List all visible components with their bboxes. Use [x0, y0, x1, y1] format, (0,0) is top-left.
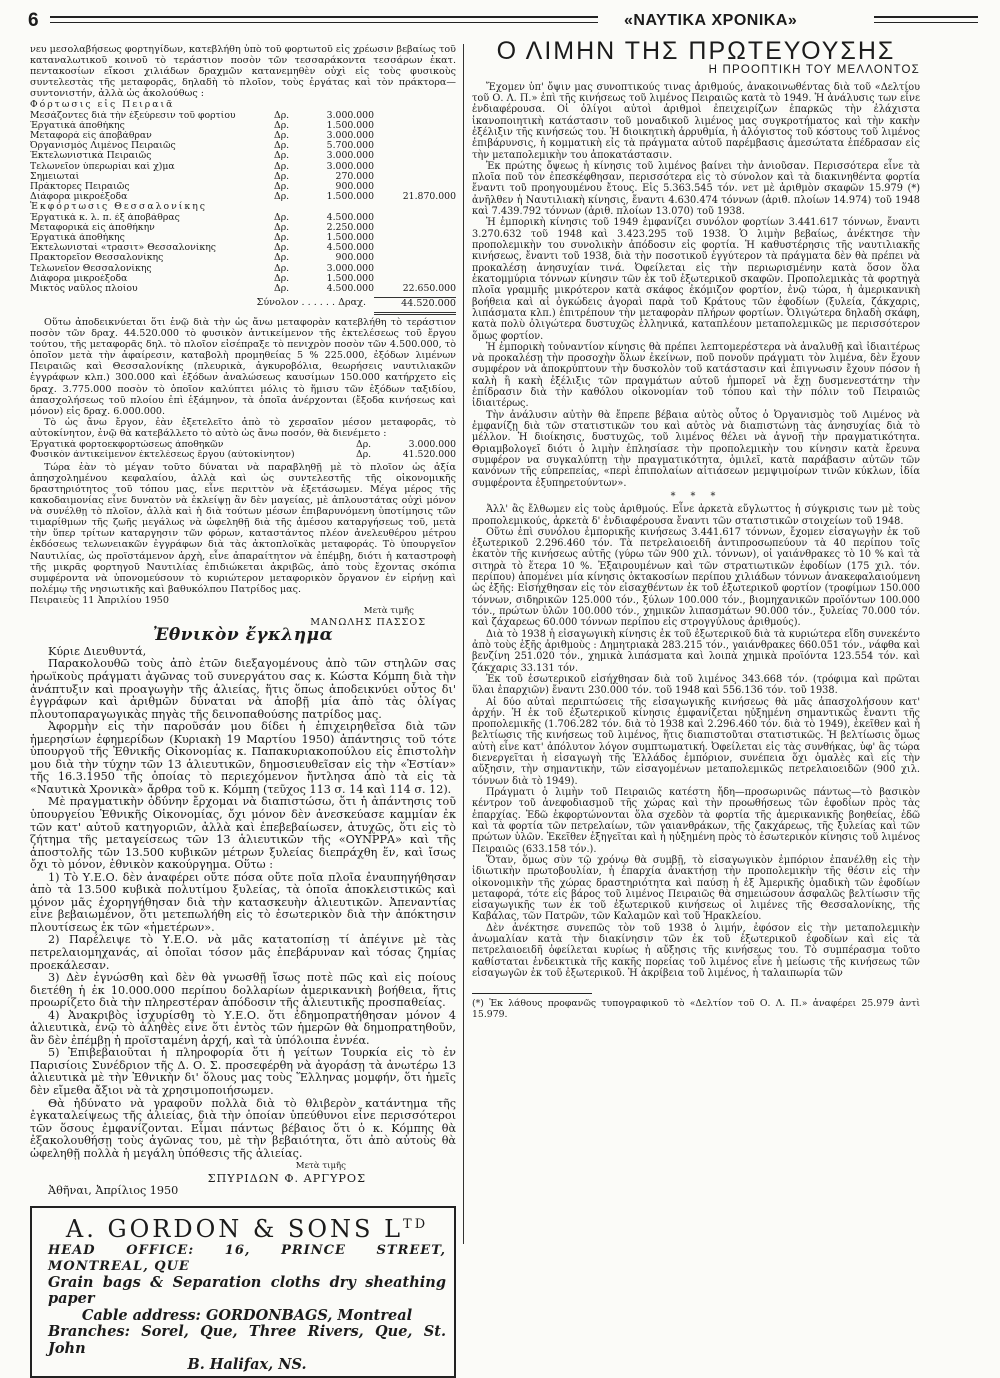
- ledger-sum-label: Σύνολον . . . . . . Δραχ.: [256, 297, 366, 309]
- ad-line: Branches: Sorel, Que, Three Rivers, Que, St. John: [48, 1323, 446, 1357]
- ledger-row: [30, 151, 456, 161]
- article-paragraph: Ἔχομεν ὑπ' ὄψιν μας συνοπτικούς τινας ἀριθμούς, ἀνακοινωθέντας διὰ τοῦ «Δελτίου τοῦ Ο. Λ. Π.» ἐπὶ τῆς κινήσεως τοῦ λιμένος Πειραιῶς κατὰ τὸ 1949. Ἡ ἀνάλυσις των εἶνε ἐνδιαφέρουσα. Οἱ ὀλίγοι αὐτοὶ ἀριθμοὶ ἐπειχειρίζων ἐπαρκῶς τὴν ἐλάχιστα ἱκανοποιητικὴ κατάστασιν τοῦ μοναδικοῦ λιμένος μας συγκροτήματος καὶ τὴν κακὴν ἐξέλιξιν τῆς κινήσεώς του. Ἡ διοικητικὴ ἀρρυθμία, ἡ ἀλόγιστος τοῦ κόστους τοῦ λιμένος ἐπιβάρυνσις, ἡ κομματικὴ εἰς τὰ πράγματα αὐτοῦ παρέμβασις ἀμεσώτατα ἐπέδρασαν εἰς τὴν μεταπολεμικὴν του ἀποκατάστασιν.: [472, 81, 920, 161]
- ledger-item-name: Ἐργατικὰ ἀποθήκης: [30, 233, 125, 244]
- letter-paragraph: 1) Τὸ Υ.Ε.Ο. δὲν ἀναφέρει οὔτε πόσα οὔτε ποῖα πλοῖα ἐναυπηγήθησαν ἀπὸ τὰ 13.500 κυβικὰ πολυτίμου ξυλείας, τὰ ὁποῖα ἀποκλειστικῶς καὶ μόνον μᾶς ἐχορηγήθησαν διὰ τὴν κατασκευὴν ἁλιευτικῶν. Ἀπεναντίας εἶνε βεβαιωμένον, ὅτι μετεπωλήθη εἰς τὸ ἐσωτερικὸν διὰ τὴν ἀπόκτησιν πλουτίσεως ἐκ τῶν «ἡμετέρων».: [30, 870, 456, 934]
- footnote-text: (*) Ἐκ λάθους προφανῶς τυπογραφικοῦ τὸ «Δελτίον τοῦ Ο. Λ. Π.» ἀναφέρει 25.979 ἀντὶ 15.979.: [472, 998, 920, 1021]
- ledger-item-name: Σημειωταὶ: [30, 171, 80, 182]
- article-paragraph: Ἡ ἐμπορικὴ τοὐναντίον κίνησις θὰ πρέπει λεπτομερέστερα νὰ ἀναλυθῇ καὶ ἰδιαιτέρως νὰ προκαλέσῃ τὴν προσοχὴν ὅλων ἐκείνων, ποῦ πονοῦν πράγματι τὸν λιμένα, δὲν ἔχουν συμφέρον νὰ ἀποκρύπτουν τὴν δυσκολὸν τοῦ κατάστασιν καὶ ἐπιγνωσιν ἔχουν πόσον ἡ καλὴ ἢ κακὴ ἐξέλιξις τῶν πραγμάτων αὐτοῦ ἠμπορεῖ νὰ ἔχῃ δυσμενεστάτην τὴν ἐπίδρασιν διὰ τὴν καθόλου οἰκονομίαν τοῦ τόπου καὶ τὴν πόλιν τοῦ Πειραιῶς ἰδιαιτέρως.: [472, 341, 920, 410]
- ledger-currency: Δρ.: [274, 160, 290, 172]
- ledger-currency: Δρ.: [274, 283, 290, 295]
- letter-paragraph: Ἀφορμὴν εἰς τὴν παροῦσάν μου δίδει ἡ ἐπιχειρηθεῖσα διὰ τῶν ἡμερησίων ἐφημερίδων (Κυριακὴ 19 Μαρτίου 1950) ἀπάντησις τοῦ τότε ὑπουργοῦ τῆς Ἐθνικῆς Οἰκονομίας κ. Παπακυριακοπούλου εἰς ἐπιστολὴν μου διὰ τὴν τύχην τῶν 13 ἁλιευτικῶν, δημοσιευθεῖσαν εἰς τὴν «Ἑστίαν» τῆς 16.3.1950 τῆς ὁποίας τὸ περιεχόμενον ἤντλησα ἀπὸ τὰ εἰς τὰ «Ναυτικὰ Χρονικὰ» ἄρθρα τοῦ κ. Κόμπη (τεῦχος 113 σ. 14 καὶ 114 σ. 12).: [30, 720, 456, 796]
- header-rule-right-thin: [874, 22, 978, 23]
- ledger-item-name: Διάφορα μικροέξοδα: [30, 192, 128, 203]
- ledger-item-total: [374, 172, 456, 182]
- ledger-item-name: Ἐργατικὰ ἀποθήκης: [30, 120, 125, 131]
- footnote: [472, 998, 920, 1020]
- article-paragraph: Ἐκ πρώτης ὄψεως ἡ κίνησις τοῦ λιμένος βαίνει τὴν ἀνιοῦσαν. Περισσότερα εἶνε τὰ πλοῖα ποῦ τὸν ἐπεσκέφθησαν, περισσότερα εἰς τὸ σύνολον καὶ τὰ διακινηθέντα φορτία ἔναντι τοῦ προηγουμένου ἔτους. Εἰς 5.363.545 τόν. νετ μὲ ἀριθμὸν σκαφῶν 15.979 (*) ἀνῆλθεν ἡ Ναυτιλιακὴ κίνησις, ἔναντι 4.630.474 τόννων (ἀριθ. πλοίων 14.974) τοῦ 1948 καὶ 7.439.792 τόννων (ἀριθ. πλοίων 13.070) τοῦ 1938.: [472, 160, 920, 218]
- ledger-item-total: [374, 264, 456, 274]
- ledger-item-name: Ὀργανισμὸς Λιμένος Πειραιῶς: [30, 141, 176, 152]
- closing-paragraph: Τώρα ἐὰν τὸ μέγαν τοῦτο δύναται νὰ παραβληθῇ μὲ τὸ πλοῖον ὡς ἀξία ἀπησχολημένου κεφαλαίου, ἀλλὰ καὶ ὡς συντελεστῆς τῆς οἰκονομικῆς δραστηριότητος τοῦ τόπου μας, εἶνε περιττὸν νὰ ἐξετάσωμεν. Μέγα μέρος τῆς κακοδαιμονίας εἶνε δυνατὸν νὰ ἐκλείψῃ ἂν δὲν μαγείας, μὲ ἀπλουστάτας οὐχὶ μόνον νὰ συνέλθῃ τὸ πλοῖον, ἀλλὰ καὶ ἡ διὰ τούτων μέσων ἐπιβαρυνόμενη ὑποτίμησις τῶν τιμαρίθμων τῆς ζωῆς μεγάλως νὰ ὠφεληθῇ διὰ τῆς ἀμέσου καταργήσεως τοῦ, μετὰ τὴν ὕπερ τρίτων καταργησιν τῶν φόρων, καταστάντος πλέον ἀνελευθέρου μέτρου ἐκδόσεως τελωνειακῶν ἐγγράφων διὰ τὰς ἀκτοπλοϊκὰς μεταφοράς. Τὸ ὑπουργεῖον Ναυτιλίας, ὡς προϊστάμενον ἀρχὴ, εἶνε ἀπαραίτητον νὰ ἐπέμβῃ, διότι ἡ καταστροφὴ τῆς μικρᾶς φορτηγοῦ Ναυτιλίας ἐπιδιώκεται ἀκριβῶς, ἀπὸ τοὺς ἔχοντας σκόπια συμφέροντα νὰ ὑπονομεύσουν τὸ κυριώτερον μεταφορικὸν ὄργανον ἐν εἰρήνῃ καὶ πολέμῳ τῆς νησιωτικῆς καὶ βαθυκόλπου Πατρίδος μας.: [30, 462, 456, 595]
- double-rule: [374, 309, 456, 315]
- ledger-item-name: Μεσάζοντες διὰ τὴν ἐξεύρεσιν τοῦ φορτίου: [30, 110, 236, 121]
- article-paragraph: Ὅταν, ὅμως σὺν τῷ χρόνῳ θὰ συμβῇ, τὸ εἰσαγωγικὸν ἐμπόριον ἐπανέλθῃ εἰς τὴν ἰδιωτικὴν πρωτοβουλίαν, ἡ ἐπαρχία ἀνακτήσῃ τὴν προπολεμικὴν τῆς θέσιν εἰς τὴν οἰκονομικὴν τῆς χώρας δραστηριότητα καὶ παύσῃ ἡ ἐξ Ἀμερικῆς ὁμαδικὴ τῶν ἐφοδίων μεταφορά, τότε εἰς βάρος τοῦ λιμένος Πειραιῶς θὰ σημειώσουν ἀσφαλῶς βελτίωσιν τῆς εἰσαγωγικῆς των ἐκ τοῦ ἐξωτερικοῦ κινήσεως οἱ λιμένες τῆς Θεσσαλονίκης, τῆς Καβάλας, τῶν Πατρῶν, τῶν Καλαμῶν καὶ τοῦ Ἡρακλείου.: [472, 854, 920, 923]
- ledger-currency: Δρ.: [274, 140, 290, 152]
- ledger-item-amount: 2.250.000: [326, 221, 374, 233]
- ledger-currency: Δρ.: [274, 109, 290, 121]
- ledger-item-amount: 4.500.000: [326, 211, 374, 223]
- ledger-item-total: [374, 162, 456, 172]
- ledger-row: [30, 131, 456, 141]
- page-number: 6: [28, 10, 39, 31]
- ledger-item-amount: 3.000.000: [408, 438, 456, 450]
- ledger-row: [30, 172, 456, 182]
- article-subtitle: Η ΠΡΟΟΠΤΙΚΗ ΤΟΥ ΜΕΛΛΟΝΤΟΣ: [708, 64, 920, 77]
- ledger-item-amount: 270.000: [335, 170, 374, 182]
- ledger-item-amount: 900.000: [335, 252, 374, 264]
- ledger-item-amount: 4.500.000: [326, 242, 374, 254]
- header-rule-right: [874, 16, 978, 18]
- ledger-currency: Δρ.: [274, 262, 290, 274]
- after-ledger-paragraph: Τὸ ὡς ἄνω ἔργον, ἐὰν ἐξετελεῖτο ἀπὸ τὸ χερσαῖον μέσον μεταφορᾶς, τὸ αὐτοκίνητον, ἐνῷ θὰ κατεβάλλετο τὸ αὐτὸ ὡς ἄνω ποσόν, θὰ διενέμετο :: [30, 416, 456, 439]
- ledger-item-name: Πράκτορες Πειραιῶς: [30, 181, 130, 192]
- ledger-row: [30, 274, 456, 284]
- ledger-item-total: [374, 243, 456, 253]
- advertisement: [30, 1206, 456, 1378]
- ledger-item-name: Ἐργατικὰ κ. λ. π. ἐξ ἀποβάθρας: [30, 212, 180, 223]
- ledger-item-amount: 3.000.000: [326, 130, 374, 141]
- ledger-item-name: Μικτὸς ναῦλος πλοίου: [30, 284, 138, 295]
- signer-name: ΜΑΝΩΛΗΣ ΠΑΣΣΟΣ: [310, 616, 426, 628]
- ledger-row: [30, 121, 456, 131]
- ledger-item-amount: 1.500.000: [326, 191, 374, 203]
- ledger-item-name: Ἐκτελωνιστικὰ Πειραιῶς: [30, 151, 152, 162]
- ledger-item-total: 21.870.000: [402, 191, 456, 203]
- header-rule-left: [50, 16, 598, 18]
- ledger-item-total: [374, 253, 456, 263]
- ad-firm-name: [48, 1211, 446, 1243]
- signer-name: ΣΠΥΡΙΔΩΝ Φ. ΑΡΓΥΡΟΣ: [207, 1171, 366, 1185]
- ledger-heading-thessaloniki: Ἐκφόρτωσις Θεσσαλονίκης: [30, 201, 207, 213]
- letter-body: [30, 646, 456, 1198]
- ledger-item-total: [374, 233, 456, 243]
- ledger-item-name: Διάφορα μικροέξοδα: [30, 273, 128, 284]
- ledger-item-name: Μεταφορικὰ εἰς ἀποθήκην: [30, 222, 155, 233]
- place-date: Ἀθῆναι, Ἀπρίλιος 1950: [48, 1184, 179, 1198]
- article-paragraph: Ἀλλ' ἂς ἔλθωμεν εἰς τοὺς ἀριθμούς. Εἶνε ἀρκετὰ εὔγλωττος ἡ σύγκρισις των μὲ τοὺς προπολεμικούς, ἀρκετὰ δ' ἐνδιαφέρουσα ἔναντι τῶν στατιστικῶν στοιχείων τοῦ 1948.: [472, 504, 920, 527]
- ledger-heading-piraeus: Φόρτωσις εἰς Πειραιᾶ: [30, 99, 175, 111]
- ledger-row: [30, 284, 456, 294]
- ledger-currency: Δρ.: [274, 191, 290, 203]
- newspaper-name: «ΝΑΥΤΙΚΑ ΧΡΟΝΙΚΑ»: [624, 12, 798, 29]
- ledger-row: [30, 182, 456, 192]
- ledger-row: [30, 243, 456, 253]
- ledger-currency: Δρ.: [274, 211, 290, 223]
- ledger-row: [30, 141, 456, 151]
- letter-paragraph: Μὲ πραγματικὴν ὀδύνην ἔρχομαι νὰ διαπιστώσω, ὅτι ἡ ἀπάντησις τοῦ ὑπουργείου Ἐθνικῆς Οἰκονομίας, ὄχι μόνον δὲν ἀνεσκεύασε καμμίαν ἐκ τῶν κατ' αὐτοῦ κατηγοριῶν, ἀλλὰ καὶ ἐπεβεβαίωσεν, ἀτυχῶς, ὅτι εἰς τὸ ζήτημα τῆς μεταγείσεως τῶν 13 ἁλιευτικῶν τῆς «ΟΥΝΡΡΑ» καὶ τῆς ἀποστολῆς τῶν 13.500 κυβικῶν μέτρων ξυλείας διεπράχθη ἕν, καὶ ἴσως ὄχι τὸ μόνον, ἐθνικὸν κακούργημα. Οὕτω :: [30, 795, 456, 872]
- letter-opening: νευ μεσολαβήσεως φορτηγίδων, κατεβλήθη ὑπὸ τοῦ φορτωτοῦ εἰς χρέωσιν βεβαίως τοῦ καταναλωτικοῦ κοινοῦ τὸ τεράστιον ποσὸν τῶν τεσσαράκοντα τεσσάρων ἑκατ. πεντακοσίων εἴκοσι χιλιάδων δραχμῶν κατανεμηθὲν οὐχὶ εἰς τοὺς φυσικοὺς συντελεστὰς τῆς μεταφορᾶς, δηλαδὴ τὸ πλοῖον, τοὺς ἐργάτας καὶ τὸν πράκτορα—συντονιστήν, ἀλλὰ ὡς ἀκολούθως :: [30, 44, 456, 100]
- letter-paragraph: 3) Δὲν ἐγνώσθη καὶ δὲν θὰ γνωσθῇ ἴσως ποτὲ πῶς καὶ εἰς ποίους διετέθη ἡ ἐκ 10.000.000 περίπου δολλαρίων ἀμερικανικὴ βοήθεια, ἥτις προωρίζετο διὰ τὴν πληρεστέραν ἀπόδοσιν τῆς ἁλιευτικῆς προσπαθείας.: [30, 971, 456, 1010]
- ad-line: Grain bags & Separation cloths dry sheathing paper: [48, 1273, 446, 1308]
- ledger-item-amount: 5.700.000: [326, 140, 374, 152]
- ledger-item-name: Τελωνεῖον Θεσσαλονίκης: [30, 263, 152, 274]
- column-divider: [463, 44, 464, 1244]
- ledger-item-total: [374, 111, 456, 121]
- ledger-item-name: Μεταφορὰ εἰς ἀποβάθραν: [30, 131, 152, 141]
- ledger-sum: [30, 297, 456, 309]
- ledger-currency: Δρ.: [356, 438, 372, 450]
- ledger-currency: Δρ.: [274, 272, 290, 284]
- article-paragraph: Δὲν ἀνέκτησε συνεπῶς τὸν τοῦ 1938 ὁ λιμήν, ἐφόσον εἰς τὴν μεταπολεμικὴν ἀνωμαλίαν κατὰ τὴν διακίνησιν τῶν ἐκ τοῦ ἐξωτερικοῦ ἐφοδίων καὶ εἰς τὰ πετρελαιοειδῆ ὀφείλεται κυρίως ἡ αὔξησις τῆς κινήσεως του. Τὸ συμπέρασμα τοῦτο καθίσταται ἐνδεικτικὰ τῆς κακῆς πορείας τοῦ λιμένος εἶνε ἡ μείωσις τῆς κινήσεως τῶν εἰσαγωγῶν ἐκ τοῦ ἐξωτερικοῦ. Ἡ ἀκρίβεια τοῦ λιμένος, ἡ ταλαιπωρία τῶν: [472, 922, 920, 979]
- ledger-item-total: 22.650.000: [402, 283, 456, 295]
- ledger-row: [30, 440, 456, 450]
- ledger-currency: Δρ.: [274, 232, 290, 244]
- header-rule-left-thin: [50, 22, 598, 23]
- article-title: Ο ΛΙΜΗΝ ΤΗΣ ΠΡΩΤΕΥΟΥΣΗΣ: [496, 37, 896, 65]
- ledger-item-total: [374, 141, 456, 151]
- ledger-currency: Δρ.: [274, 252, 290, 264]
- ad-firm-text: A. GORDON & SONS L: [65, 1214, 404, 1243]
- article-title: Ἐθνικὸν ἔγκλημα: [152, 624, 334, 645]
- ledger-row: [30, 162, 456, 172]
- ledger-item-amount: 1.500.000: [326, 119, 374, 131]
- ledger-item-total: [374, 223, 456, 233]
- ledger-row: [30, 450, 456, 460]
- right-column: [472, 37, 921, 1021]
- ledger-item-total: [374, 121, 456, 131]
- ad-line: Cable address: GORDONBAGS, Montreal: [81, 1306, 413, 1324]
- left-column: [30, 44, 456, 1378]
- ad-office: HEAD OFFICE: 16, PRINCE STREET, MONTREAL, QUE: [48, 1242, 446, 1274]
- ad-line: B. Halifax, NS.: [187, 1356, 307, 1374]
- article-paragraph: Διὰ τὸ 1938 ἡ εἰσαγωγικὴ κίνησις ἐκ τοῦ ἐξωτερικοῦ διὰ τὰ κυριώτερα εἴδη συνεκέντο ἀπὸ τοὺς ἑξῆς ἀριθμοὺς : Δημητριακὰ 283.215 τόν., γαιάνθρακες 660.051 τόν., νάφθα καὶ βενζίνη 251.020 τόν., χημικὰ λιπάσματα καὶ λοιπὰ χημικὰ προϊόντα 123.554 τόν. καὶ ζάκχαρις 33.131 τόν.: [472, 628, 921, 674]
- ledger-row: [30, 213, 456, 223]
- ledger-item-amount: 3.000.000: [326, 160, 374, 172]
- page-header: [28, 10, 978, 38]
- article-paragraph: Τὴν ἀνάλυσιν αὐτὴν θὰ ἔπρεπε βέβαια αὐτὸς οὗτος ὁ Ὀργανισμὸς τοῦ Λιμένος νὰ ἐμφανίζῃ διὰ τῶν στατιστικῶν του καὶ αὐτὸς νὰ διαπιστώνῃ τὰς ἀνησυχίας διὰ τὸ μέλλον. Ἡ διοίκησις, δυστυχῶς, τοῦ λιμένος θέλει νὰ ἀγνοῇ τὴν πραγματικότητα. Θριαμβολογεῖ διότι ὁ λιμὴν ἐπλησίασε τὴν προπολεμικὴν του κίνησιν κατὰ ἔρευνα συμφέρον να συγκαλύπτῃ τὴν πραγματικότητα, ὁμιλεῖ, κατὰ παράβασιν αὐτῶν τῶν κανόνων τῆς εὐπρεπείας, «περὶ ἐπιπολαίων αἰτιάσεων μεμψιμοίρων τινῶν κύκλων, ἰδία συμφέροντα ἐξυπηρετούντων».: [472, 409, 920, 489]
- article-paragraph: Οὕτω ἐπὶ συνόλου ἐμπορικῆς κινήσεως 3.441.617 τόννων, ἔχομεν εἰσαγωγὴν ἐκ τοῦ ἐξωτερικοῦ 2.296.460 τόν. Τὰ πετρελαιοειδῆ ἀντιπροσωπεύουν τὰ 40 περίπου τοῖς ἑκατὸν τῆς κινήσεως αὐτῆς (γύρω τῶν 900 χιλ. τόννων), οἱ γαιάνθρακες τὸ 10 % καὶ τὰ σιτηρὰ τὸ ἕτερα 10 %. Ἐξαιρουμένων καὶ τῶν στρατιωτικῶν ἐφοδίων (175 χιλ. τόν. περίπου) ἀπομένει μία κίνησις ὀκτακοσίων περίπου χιλιάδων τόννων ἀνακεφαλαιούμενη ὡς ἐξῆς: Εἰσήχθησαν εἰς τὸν εἰσαχθέντων ἐκ τοῦ ἐξωτερικοῦ φορτίον (τροφίμων 150.000 τόννων, σιδηρικῶν 125.000 τόν., ξύλων 100.000 τόν., βιομηχανικῶν προϊόντων 100.000 τόν., πρώτων ὑλῶν 100.000 τόν., χημικῶν λιπασμάτων 90.000 τόν., ξυλείας 70.000 τόν. καὶ ζάχαρεως 60.000 τόννων περίπου εἰς στρογγύλους ἀριθμούς).: [472, 526, 920, 629]
- after-ledger-paragraph: Οὕτω ἀποδεικνύεται ὅτι ἐνῷ διὰ τὴν ὡς ἄνω μεταφορὰν κατεβλήθη τὸ τεράστιον ποσὸν τῶν δραχ. 44.520.000 τὸ φυσικὸν ἀντικείμενον τῆς ἐκτελέσεως τοῦ ἔργου τούτου, τῆς μεταφορᾶς δηλ. τὸ πλοῖον εἰσέπραξε τὸ πενιχρὸν ποσὸν τῶν 4.500.000, τὸ ὁποῖον μετὰ τὴν ἀφαίρεσιν, καταβολὴ προμηθείας 5 % 225.000, ἐξόδων λιμένων Πειραιῶς καὶ Θεσσαλονίκης (πλευρικὰ, ἀγκυροβόλια, θεωρήσεις ναυτιλιακῶν ἐγγράφων κλπ.) 300.000 καὶ ἐξόδων ἀναλώσεως καυσίμων 150.000 κατήρχετο εἰς δραχ. 3.775.000 ποσὸν τὸ ὁποῖον καλύπτει μόλις τὸ ἥμισυ τῶν ἐξόδων ταξιδίου, ἀπασχολήσεως τοῦ πλοίου ἐπὶ ἑξάμηνον, τὰ ὁποῖα ἀνέρχονται (ἔξοδα κινήσεως καὶ μόνον) εἰς δραχ. 6.000.000.: [30, 317, 456, 417]
- ledger-row: [30, 253, 456, 263]
- ledger-currency: Δρ.: [356, 448, 372, 460]
- ledger-item-amount: 4.500.000: [326, 283, 374, 295]
- ledger-item-name: Ἐκτελωνισταὶ «τρασιτ» Θεσσαλονίκης: [30, 243, 216, 254]
- article-paragraph: Αἱ δύο αὐταὶ περιπτώσεις τῆς εἰσαγωγικῆς κινήσεως θὰ μᾶς ἀπασχολήσουν κατ' ἀρχήν. Ἡ ἐκ τοῦ ἐξωτερικοῦ κίνησις ἐμφανίζεται ηὐξημένη σημαντικῶς ἔναντι τῆς προπολεμικῆς (1.706.282 τόν. διὰ τὸ 1938 καὶ 2.296.460 τόν. διὰ τὸ 1949), ἐκεῖθεν καὶ ἡ βελτίωσις τῆς κινήσεως τοῦ λιμένος, ἥτις διαπιστοῦται στατιστικῶς. Ἡ βελτίωσις ὅμως αὐτὴ εἶνε κατ' ἀπόλυτον λόγον συμπτωματική. Ὀφείλεται εἰς τὰς συνθήκας, ὑφ' ἃς τώρα διενεργεῖται ἡ εἰσαγωγὴ τῆς Ἑλλάδος ἐμπόριον, συνέπεια ὅχι ὁμαλὲς καὶ εἰς τὴν αὔξησιν, τὴν σημαντικὴν, τῶν εἰσαγομένων μεταπολεμικῶς πετρελαιοειδῶν (900 χιλ. τόννων διὰ τὸ 1949).: [472, 696, 920, 787]
- letter-paragraph: 4) Ἀνακριβὸς ἰσχυρίσθη τὸ Υ.Ε.Ο. ὅτι ἐδημοπρατήθησαν μόνον 4 ἁλιευτικὰ, ἐνῷ τὸ ἀληθὲς εἶνε ὅτι ἐντὸς τῶν ἡμερῶν θὰ δημοπρατηθοῦν, ἂν δὲν ἐπέμβῃ ἡ προϊσταμένη ἀρχή, καὶ τὰ ὑπόλοιπα ἐννέα.: [30, 1008, 456, 1047]
- letter-paragraph: 2) Παρέλειψε τὸ Υ.Ε.Ο. νὰ μᾶς κατατοπίσῃ τί ἀπέγινε μὲ τὰς πετρελαιομηχανάς, αἱ ὁποῖαι τόσον μᾶς ἐπεβάρυναν καὶ τόσας ζημίας προεκάλεσαν.: [30, 933, 456, 972]
- ledger-item-amount: 1.500.000: [326, 232, 374, 244]
- ledger-currency: Δρ.: [274, 150, 290, 162]
- ledger-currency: Δρ.: [274, 170, 290, 182]
- ledger-currency: Δρ.: [274, 221, 290, 233]
- footnote-rule: [472, 993, 592, 994]
- ledger-currency: Δρ.: [274, 242, 290, 254]
- ledger-item-name: Φυσικὸν ἀντικείμενον ἐκτελέσεως ἔργου (αὐτοκίνητον): [30, 449, 295, 460]
- letter-paragraph: 5) Ἐπιβεβαιοῦται ἡ πληροφορία ὅτι ἡ γείτων Τουρκία εἰς τὸ ἐν Παρισίοις Συνέδριον τῆς Δ. Ο. Σ. προσεφέρθη νὰ ἀγοράσῃ τὰ ἀνωτέρω 13 ἁλιευτικὰ μὲ τὴν Ἐθνικὴν δι' ὅλους μας τοὺς Ἕλληνας μομφήν, ὅτι ἡμεῖς δὲν εἴμεθα ἄξιοι νὰ τὰ χρησιμοποιήσωμεν.: [30, 1046, 456, 1098]
- ledger-item-name: Τελωνεῖον ὑπερωρίαι καὶ χ)μα: [30, 161, 175, 172]
- ledger-currency: Δρ.: [274, 119, 290, 131]
- respect-line: Μετὰ τιμῆς: [363, 605, 414, 616]
- ledger-row: [30, 264, 456, 274]
- ledger-item-amount: 41.520.000: [402, 448, 456, 460]
- ledger-item-name: Ἐργατικὰ φορτοεκφορτώσεως ἀποθηκῶν: [30, 439, 224, 450]
- ledger-item-total: [374, 131, 456, 141]
- article-paragraph: Ἐκ τοῦ ἐσωτερικοῦ εἰσήχθησαν διὰ τοῦ λιμένος 343.668 τόν. (τρόφιμα καὶ πρῶται ὕλαι ἐπαρχιῶν) ἔναντι 230.000 τόν. τοῦ 1948 καὶ 556.136 τόν. τοῦ 1938.: [472, 673, 920, 697]
- letter-paragraph: Παρακολουθῶ τοὺς ἀπὸ ἐτῶν διεξαγομένους ἀπὸ τῶν στηλῶν σας ἡρωϊκοὺς πράγματι ἀγῶνας τοῦ συνεργάτου σας κ. Κώστα Κόμπη διὰ τὴν ἀνάπτυξιν καὶ προαγωγὴν τῆς ἁλιείας, ἥτις ὅπως ἀποδεικνύει οὗτος δι' ἐγγράφων καὶ ἀριθμῶν δύναται νὰ ἀποβῇ μία ἀπὸ τὰς ὀλίγας πλουτοπαραγωγικὰς πηγὰς τῆς δεινοπαθούσης πατρίδος μας.: [30, 657, 456, 721]
- article-paragraph: Πράγματι ὁ λιμὴν τοῦ Πειραιῶς κατέστη ἤδη—προσωρινῶς πάντως—τὸ βασικὸν κέντρον τοῦ ἀνεφοδιασμοῦ τῆς χώρας καὶ τὴν προωθήσεως τῶν ἐφοδίων πρὸς τὰς ἐπαρχίας. Ἐδῶ ἐκφορτώνονται ὅλα σχεδὸν τὰ φορτία τῆς ἀμερικανικῆς βοηθείας, ἐδῶ καὶ τὰ φορτία τῶν πετρελαίων, τῶν γαιανθράκων, τῆς ζακχάρεως, τῆς ξυλείας καὶ τῶν πρώτων ὑλῶν. Ἐκεῖθεν ἐξηγεῖται καὶ ἡ ηὐξημένη πρὸς τὸ ἐσωτερικὸν κίνησις τοῦ λιμένος Πειραιῶς (633.158 τόν.).: [472, 787, 920, 855]
- ledger-row: [30, 111, 456, 121]
- section-separator: * * *: [670, 490, 722, 502]
- ledger-row: [30, 223, 456, 233]
- place-date: Πειραιεὺς 11 Ἀπριλίου 1950: [30, 594, 170, 606]
- article-paragraph: Ἡ ἐμπορικὴ κίνησις τοῦ 1949 ἐμφανίζει συνόλον φορτίων 3.441.617 τόννων, ἔναντι 3.270.632 τοῦ 1948 καὶ 3.423.295 τοῦ 1938. Ὁ λιμὴν βεβαίως, ἀνέκτησε τὴν προπολεμικὴν του συνολικὴν ἀπόδοσιν εἰς φορτία. Ἡ καθυστέρησις τῆς ναυτιλιακῆς κινήσεως, ἔναντι τοῦ 1938, διὰ τὴν ποσοτικοῦ ἐγγύτερον τὰ πράγματα δὲν θὰ πρέπει νὰ προκαλέσῃ ἀνησυχίαν τινά. Ὀφείλεται εἰς τὴν περιωρισμένην κατὰ ὅσον ὅλα ἑκατομμύρια τόννων κίνησιν τῶν ἐκ τοῦ ἐξωτερικοῦ σκαφῶν. Προπολεμικὰς τὰ φορτηγὰ πλοῖα γραμμῆς μικρότερον κατὰ σκάφος ἐκόμιζον φορτίον, ἐνῷ τώρα, ἡ ἀμερικανικὴ βοήθεια καὶ αἱ ὀγκώδεις ἀγοραὶ παρὰ τοῦ Κράτους τῶν ἐφοδίων (ξυλεία, ζάκχαρις, λιπάσματα κλπ.) ἐπιτρέπουν τὴν μεταφορὰν πλήρων φορτίων. Ὀλιγώτερα δηλαδὴ σκάφη, κατὰ πολὺ ὀλιγώτερα δυστυχῶς ἑλληνικά, καταπλέουν μεταπολεμικῶς με περισσότερον ὅμως φορτίον.: [472, 217, 920, 342]
- ledger-row: [30, 233, 456, 243]
- letter-paragraph: Θὰ ἠδύνατο νὰ γραφοῦν πολλὰ διὰ τὸ θλιβερὸν κατάντημα τῆς ἐγκαταλείψεως τῆς ἁλιείας, διὰ τὴν ὁποίαν ὑπεύθυνοι εἶνε περισσότεροι τῶν ὅσους ἐμφανίζονται. Εἶμαι πάντως βέβαιος ὅτι ὁ κ. Κόμπης θὰ ἐξακολουθήσῃ τοὺς ἀγῶνας του, μὲ τὴν βεβαιότητα, ὅτι ἀπὸ αὐτοὺς θὰ ὠφεληθῇ πολλὰ ἡ μεγάλη ὑπόθεσις τῆς ἁλιείας.: [30, 1096, 456, 1160]
- ledger-item-amount: 1.500.000: [326, 272, 374, 284]
- ledger-item-total: [374, 151, 456, 161]
- ad-firm-sup: TD: [403, 1216, 429, 1232]
- ledger-item-amount: 3.000.000: [326, 150, 374, 162]
- ledger-sum-total: 44.520.000: [374, 297, 456, 309]
- ledger-item-amount: 3.000.000: [326, 109, 374, 121]
- ledger-item-total: [374, 213, 456, 223]
- ledger-currency: Δρ.: [274, 130, 290, 141]
- ledger-currency: Δρ.: [274, 180, 290, 192]
- respect-line: Μετὰ τιμῆς: [295, 1161, 346, 1172]
- cost-ledger: [30, 100, 456, 315]
- salutation: Κύριε Διευθυντά,: [48, 644, 147, 658]
- ledger-item-name: Πρακτορεῖον Θεσσαλονίκης: [30, 253, 164, 264]
- ledger-item-amount: 900.000: [335, 180, 374, 192]
- ledger-item-amount: 3.000.000: [326, 262, 374, 274]
